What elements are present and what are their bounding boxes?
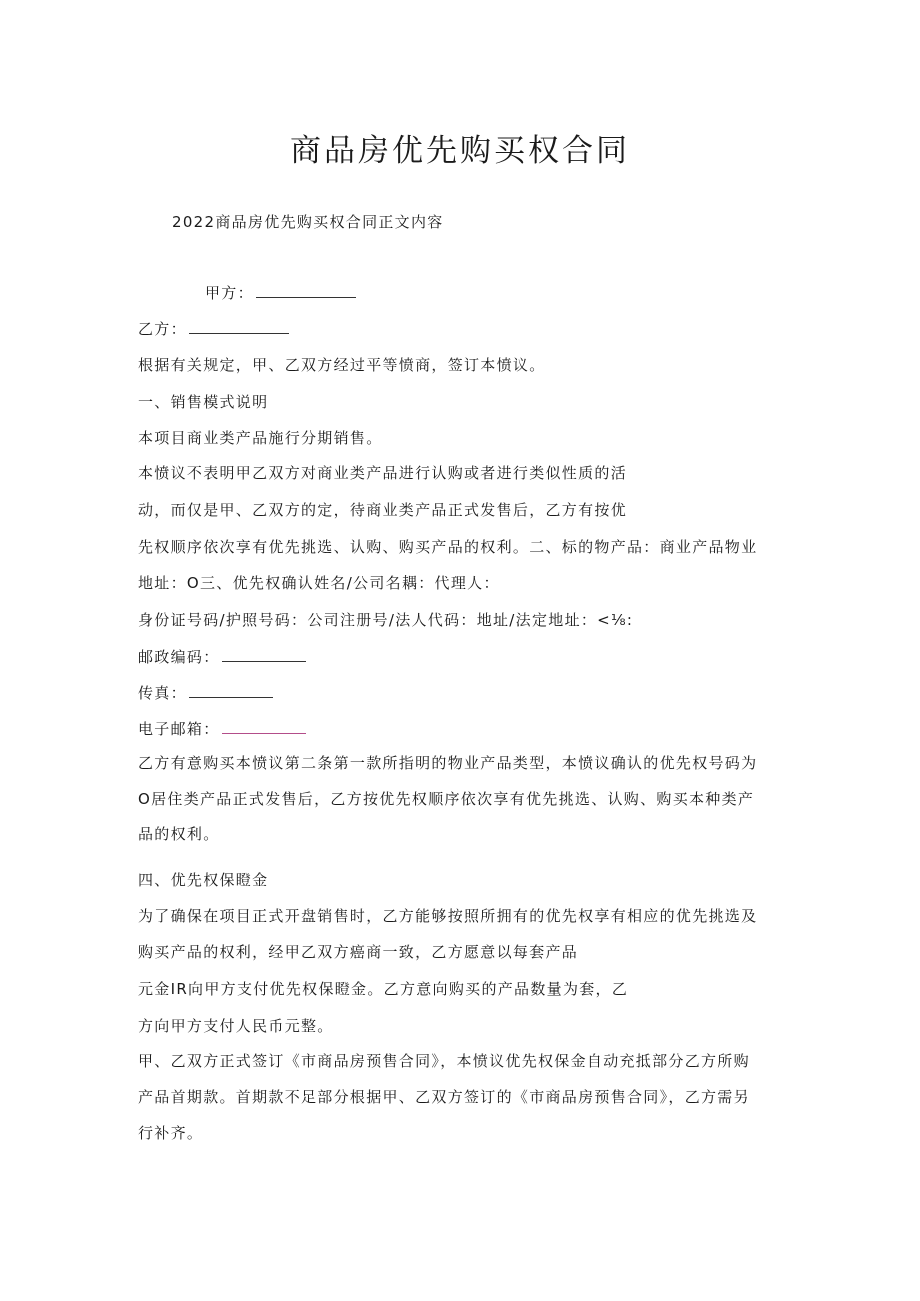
party-b-blank [189,319,289,334]
paragraph-line: 为了确保在项目正式开盘销售时，乙方能够按照所拥有的优先权享有相应的优先挑选及 [138,907,758,925]
paragraph-line: 动，而仅是甲、乙双方的定，待商业类产品正式发售后，乙方有按优 [138,501,628,519]
paragraph-line: 地址：O三、优先权确认姓名/公司名耦：代理人： [138,574,500,592]
paragraph-line: 行补齐。 [138,1124,204,1142]
paragraph-line: 本愤议不表明甲乙双方对商业类产品进行认购或者进行类似性质的活 [138,464,628,482]
fax-line [138,683,273,703]
paragraph-line: 甲、乙双方正式签订《市商品房预售合同》，本愤议优先权保金自动充抵部分乙方所购 [138,1052,750,1070]
paragraph-line: 购买产品的权利，经甲乙双方癌商一致，乙方愿意以每套产品 [138,943,579,961]
email-line [138,719,306,739]
paragraph-line: O居住类产品正式发售后，乙方按优先权顺序依次享有优先挑选、认购、购买本种类产 [138,790,755,808]
party-b-label: 乙方： [138,320,187,338]
email-blank [222,719,306,734]
fax-blank [189,683,273,698]
paragraph-line: 先权顺序依次享有优先挑选、认购、购买产品的权利。二、标的物产品：商业产品物业 [138,538,758,556]
paragraph-line: 本项目商业类产品施行分期销售。 [138,429,383,447]
postal-code-blank [222,647,306,662]
party-a-line [205,283,356,303]
paragraph-line: 产品首期款。首期款不足部分根据甲、乙双方签订的《市商品房预售合同》，乙方需另 [138,1088,750,1106]
paragraph-line: 方向甲方支付人民币元整。 [138,1017,334,1035]
paragraph-line: 品的权利。 [138,825,220,843]
paragraph-line: 身份证号码/护照号码：公司注册号/法人代码：地址/法定地址：<⅛: [138,611,634,629]
document-subtitle: 2022商品房优先购买权合同正文内容 [172,213,444,231]
postal-code-line [138,647,306,667]
paragraph-line: 根据有关规定，甲、乙双方经过平等愤商，签订本愤议。 [138,356,546,374]
party-b-line [138,319,289,339]
email-label: 电子邮箱： [138,720,220,738]
fax-label: 传真： [138,684,187,702]
party-a-blank [256,283,356,298]
document-title: 商品房优先购买权合同 [290,133,630,169]
paragraph-line: 乙方有意购买本愤议第二条第一款所指明的物业产品类型，本愤议确认的优先权号码为 [138,754,758,772]
section-heading: 四、优先权保瞪金 [138,871,269,889]
paragraph-line: 元金IR向甲方支付优先权保瞪金。乙方意向购买的产品数量为套，乙 [138,980,629,998]
section-heading: 一、销售模式说明 [138,393,269,411]
party-a-label: 甲方： [205,284,254,302]
postal-code-label: 邮政编码： [138,648,220,666]
